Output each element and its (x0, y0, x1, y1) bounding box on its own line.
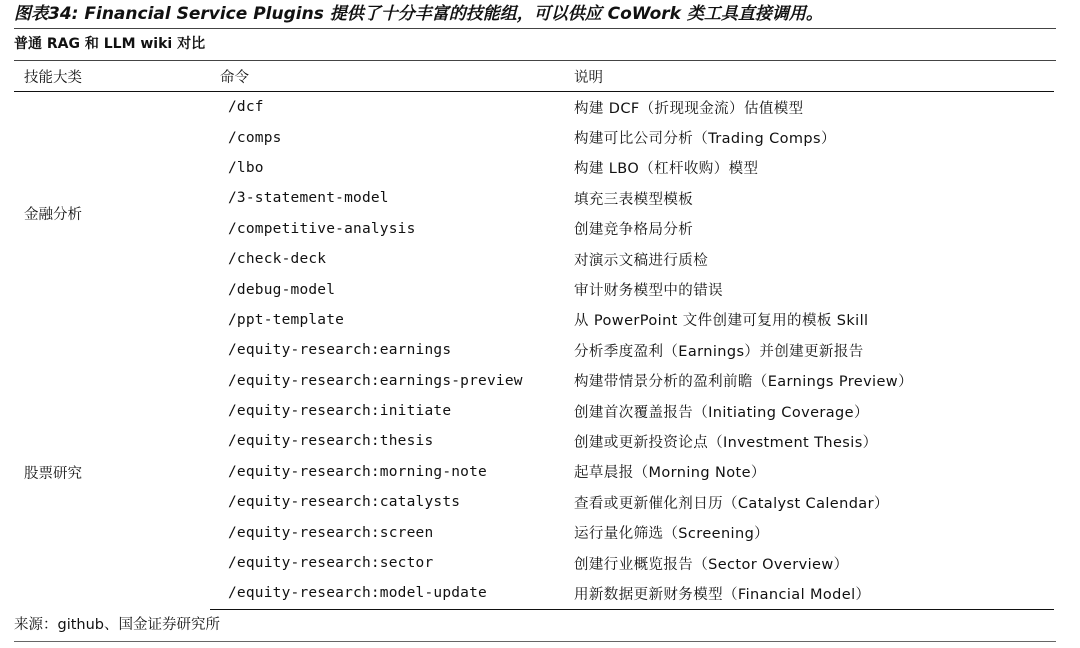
command-cell: /equity-research:earnings-preview (228, 372, 523, 389)
command-cell: /dcf (228, 99, 264, 116)
header-description: 说明 (558, 62, 1054, 92)
description-cell: 对演示文稿进行质检 (574, 252, 709, 269)
table-subtitle: 普通 RAG 和 LLM wiki 对比 (14, 36, 206, 52)
table-row (14, 92, 1054, 123)
description-cell: 构建可比公司分析（Trading Comps） (574, 131, 836, 148)
command-cell: /equity-research:thesis (228, 433, 434, 450)
command-cell: /equity-research:morning-note (228, 463, 487, 480)
description-cell: 创建首次覆盖报告（Initiating Coverage） (574, 404, 869, 421)
command-cell: /competitive-analysis (228, 220, 416, 237)
header-category: 技能大类 (14, 62, 210, 92)
description-cell: 构建 DCF（折现现金流）估值模型 (574, 100, 804, 117)
skills-table (14, 62, 1054, 610)
description-cell: 从 PowerPoint 文件创建可复用的模板 Skill (574, 313, 869, 330)
command-cell: /equity-research:earnings (228, 342, 452, 359)
command-cell: /comps (228, 129, 282, 146)
description-cell: 创建行业概览报告（Sector Overview） (574, 556, 849, 573)
command-cell: /lbo (228, 159, 264, 176)
header-command: 命令 (210, 62, 558, 92)
title-rule (14, 28, 1056, 29)
command-cell: /equity-research:initiate (228, 403, 452, 420)
command-cell: /debug-model (228, 281, 336, 298)
source-note: 来源：github、国金证券研究所 (14, 617, 221, 633)
command-cell: /equity-research:catalysts (228, 494, 461, 511)
description-cell: 填充三表模型模板 (574, 191, 694, 208)
description-cell: 创建或更新投资论点（Investment Thesis） (574, 434, 878, 451)
description-cell: 构建带情景分析的盈利前瞻（Earnings Preview） (574, 374, 913, 391)
command-cell: /ppt-template (228, 311, 345, 328)
bottom-rule (14, 641, 1056, 642)
description-cell: 查看或更新催化剂日历（Catalyst Calendar） (574, 495, 889, 512)
category-cell: 金融分析 (24, 207, 82, 224)
command-cell: /3-statement-model (228, 190, 389, 207)
description-cell: 起草晨报（Morning Note） (574, 465, 766, 482)
description-cell: 运行量化筛选（Screening） (574, 526, 770, 543)
table-row (14, 335, 1054, 365)
subtitle-rule (14, 60, 1056, 61)
description-cell: 创建竞争格局分析 (574, 222, 694, 239)
table-header-row (14, 62, 1054, 92)
description-cell: 分析季度盈利（Earnings）并创建更新报告 (574, 343, 864, 360)
category-cell: 股票研究 (24, 465, 82, 482)
description-cell: 构建 LBO（杠杆收购）模型 (574, 161, 759, 178)
command-cell: /check-deck (228, 251, 327, 268)
command-cell: /equity-research:sector (228, 555, 434, 572)
description-cell: 用新数据更新财务模型（Financial Model） (558, 578, 1054, 609)
command-cell: /equity-research:screen (228, 524, 434, 541)
figure-title: 图表34: Financial Service Plugins 提供了十分丰富的技能组，可以供应 CoWork 类工具直接调用。 (14, 4, 823, 24)
table-body (14, 92, 1054, 610)
description-cell: 审计财务模型中的错误 (574, 283, 723, 300)
command-cell: /equity-research:model-update (210, 578, 558, 609)
